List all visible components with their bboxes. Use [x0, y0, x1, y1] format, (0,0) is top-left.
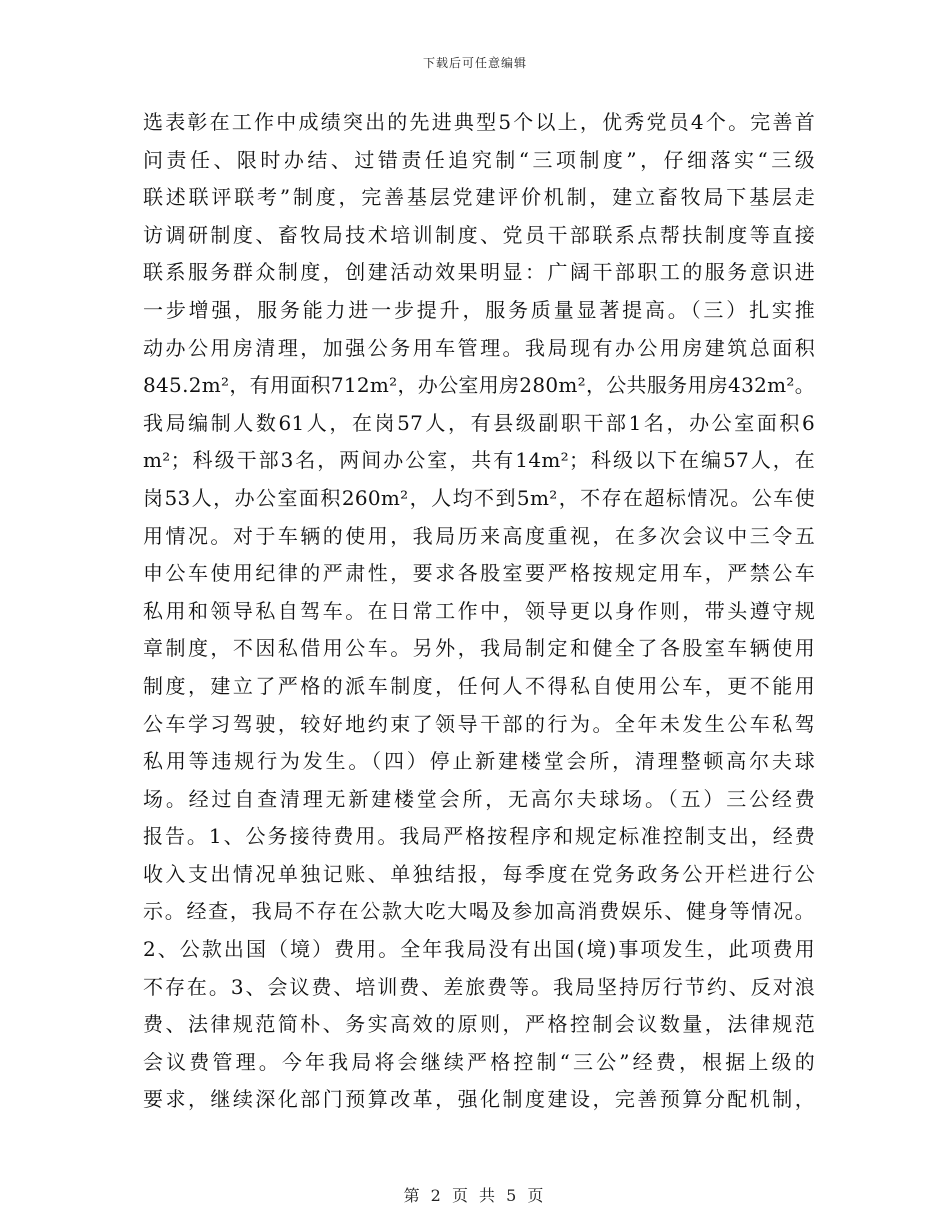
body-line: 场。经过自查清理无新建楼堂会所，无高尔夫球场。（五）三公经费: [143, 786, 815, 811]
body-line: 不存在。3、会议费、培训费、差旅费等。我局坚持厉行节约、反对浪: [143, 974, 815, 999]
body-line: m²；科级干部3名，两间办公室，共有14m²；科级以下在编57人，在: [143, 448, 815, 473]
body-line: 岗53人，办公室面积260m²，人均不到5m²，不存在超标情况。公车使: [143, 485, 815, 510]
body-line: 申公车使用纪律的严肃性，要求各股室要严格按规定用车，严禁公车: [143, 561, 815, 586]
body-line: 要求，继续深化部门预算改革，强化制度建设，完善预算分配机制，: [143, 1087, 815, 1112]
body-line: 动办公用房清理，加强公务用车管理。我局现有办公用房建筑总面积: [143, 335, 815, 360]
body-line: 费、法律规范简朴、务实高效的原则，严格控制会议数量，法律规范: [143, 1012, 815, 1037]
body-line: 制度，建立了严格的派车制度，任何人不得私自使用公车，更不能用: [143, 673, 815, 698]
body-line: 联述联评联考”制度，完善基层党建评价机制，建立畜牧局下基层走: [143, 185, 815, 210]
body-line: 示。经查，我局不存在公款大吃大喝及参加高消费娱乐、健身等情况。: [143, 899, 815, 924]
body-line: 收入支出情况单独记账、单独结报，每季度在党务政务公开栏进行公: [143, 861, 815, 886]
body-line: 选表彰在工作中成绩突出的先进典型5个以上，优秀党员4个。完善首: [143, 110, 815, 134]
page-number-footer: 第 2 页 共 5 页: [403, 1186, 547, 1205]
page-header: 下载后可任意编辑: [422, 56, 527, 70]
body-line: 2、公款出国（境）费用。全年我局没有出国(境)事项发生，此项费用: [143, 937, 815, 962]
body-line: 访调研制度、畜牧局技术培训制度、党员干部联系点帮扶制度等直接: [143, 222, 815, 247]
body-line: 会议费管理。今年我局将会继续严格控制“三公”经费，根据上级的: [143, 1049, 815, 1074]
document-body: [143, 104, 815, 1119]
body-line: 用情况。对于车辆的使用，我局历来高度重视，在多次会议中三令五: [143, 523, 815, 548]
body-line: 私用和领导私自驾车。在日常工作中，领导更以身作则，带头遵守规: [143, 598, 815, 623]
body-line: 章制度，不因私借用公车。另外，我局制定和健全了各股室车辆使用: [143, 636, 815, 661]
body-line: 联系服务群众制度，创建活动效果明显：广阔干部职工的服务意识进: [143, 260, 815, 285]
body-line: 公车学习驾驶，较好地约束了领导干部的行为。全年未发生公车私驾: [143, 711, 815, 736]
body-line: 私用等违规行为发生。（四）停止新建楼堂会所，清理整顿高尔夫球: [143, 749, 815, 774]
body-line: 问责任、限时办结、过错责任追究制“三项制度”，仔细落实“三级: [143, 147, 815, 172]
body-line: 我局编制人数61人，在岗57人，有县级副职干部1名，办公室面积6: [143, 410, 815, 435]
body-line: 报告。1、公务接待费用。我局严格按程序和规定标准控制支出，经费: [143, 824, 815, 849]
body-line: 一步增强，服务能力进一步提升，服务质量显著提高。（三）扎实推: [143, 297, 815, 322]
body-line: 845.2m²，有用面积712m²，办公室用房280m²，公共服务用房432m²。: [143, 373, 815, 398]
